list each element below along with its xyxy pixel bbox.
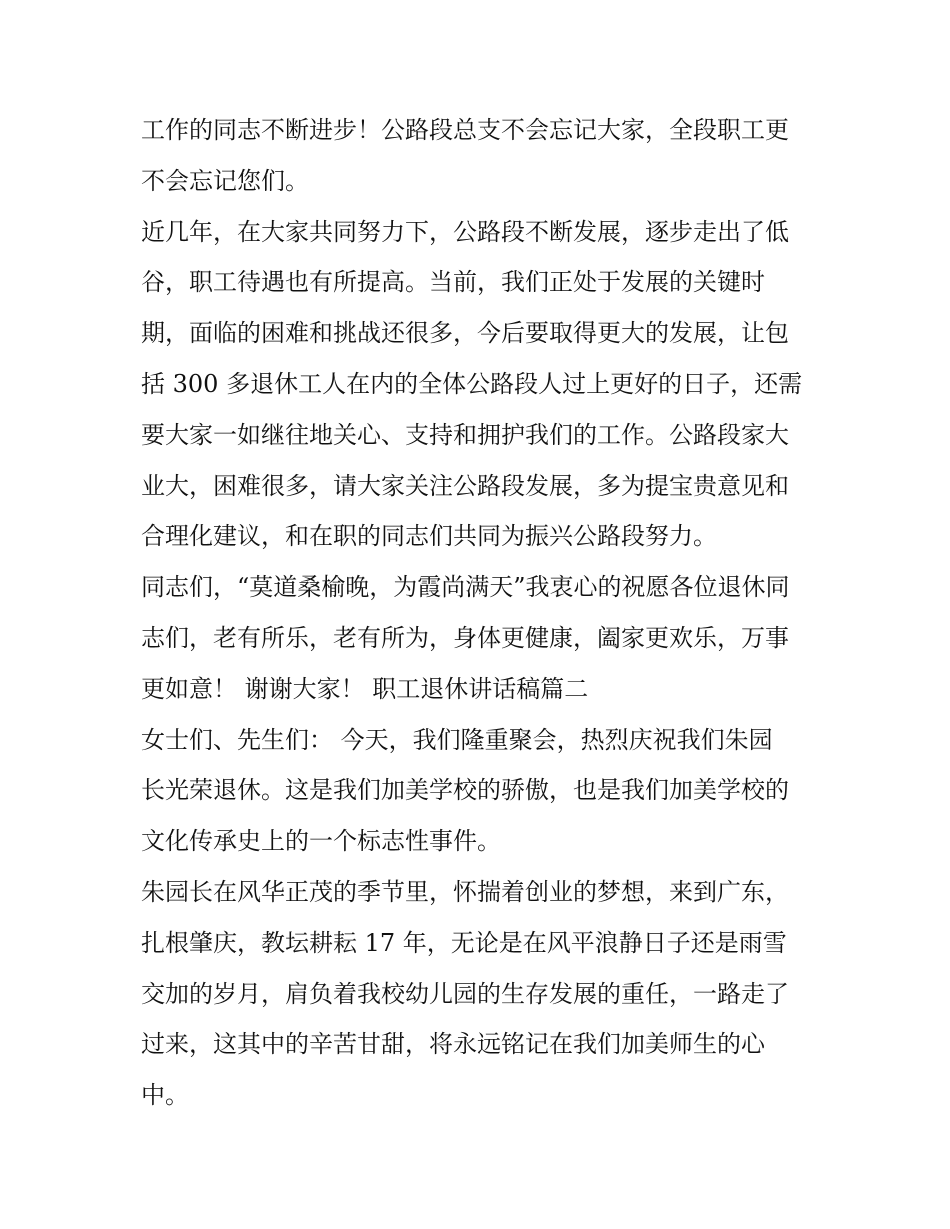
text-line-18: 交加的岁月，肩负着我校幼儿园的生存发展的重任，一路走了 — [141, 980, 789, 1008]
text-line-14: 长光荣退休。这是我们加美学校的骄傲，也是我们加美学校的 — [141, 776, 789, 804]
text-line-17: 扎根肇庆，教坛耕耘 17 年，无论是在风平浪静日子还是雨雪 — [141, 929, 787, 957]
text-line-11: 志们，老有所乐，老有所为，身体更健康，阖家更欢乐，万事 — [141, 624, 789, 652]
text-line-6: 括 300 多退休工人在内的全体公路段人过上更好的日子，还需 — [141, 370, 803, 398]
text-line-20: 中。 — [141, 1081, 189, 1109]
text-line-4: 谷，职工待遇也有所提高。当前，我们正处于发展的关键时 — [141, 268, 765, 296]
text-line-12: 更如意！ 谢谢大家！ 职工退休讲话稿篇二 — [141, 675, 589, 703]
text-line-19: 过来，这其中的辛苦甘甜，将永远铭记在我们加美师生的心 — [141, 1030, 765, 1058]
text-line-8: 业大，困难很多，请大家关注公路段发展，多为提宝贵意见和 — [141, 472, 789, 500]
text-line-2: 不会忘记您们。 — [141, 167, 309, 195]
text-line-9: 合理化建议，和在职的同志们共同为振兴公路段努力。 — [141, 522, 717, 550]
text-line-3: 近几年，在大家共同努力下，公路段不断发展，逐步走出了低 — [141, 218, 789, 246]
text-line-7: 要大家一如继往地关心、支持和拥护我们的工作。公路段家大 — [141, 421, 789, 449]
text-line-10: 同志们，“莫道桑榆晚，为霞尚满天”我衷心的祝愿各位退休同 — [141, 573, 790, 601]
text-line-1: 工作的同志不断进步！公路段总支不会忘记大家，全段职工更 — [141, 116, 789, 144]
text-line-5: 期，面临的困难和挑战还很多，今后要取得更大的发展，让包 — [141, 319, 789, 347]
text-line-16: 朱园长在风华正茂的季节里，怀揣着创业的梦想，来到广东， — [141, 878, 789, 906]
text-line-15: 文化传承史上的一个标志性事件。 — [141, 827, 501, 855]
text-line-13: 女士们、先生们： 今天，我们隆重聚会，热烈庆祝我们朱园 — [141, 726, 773, 754]
